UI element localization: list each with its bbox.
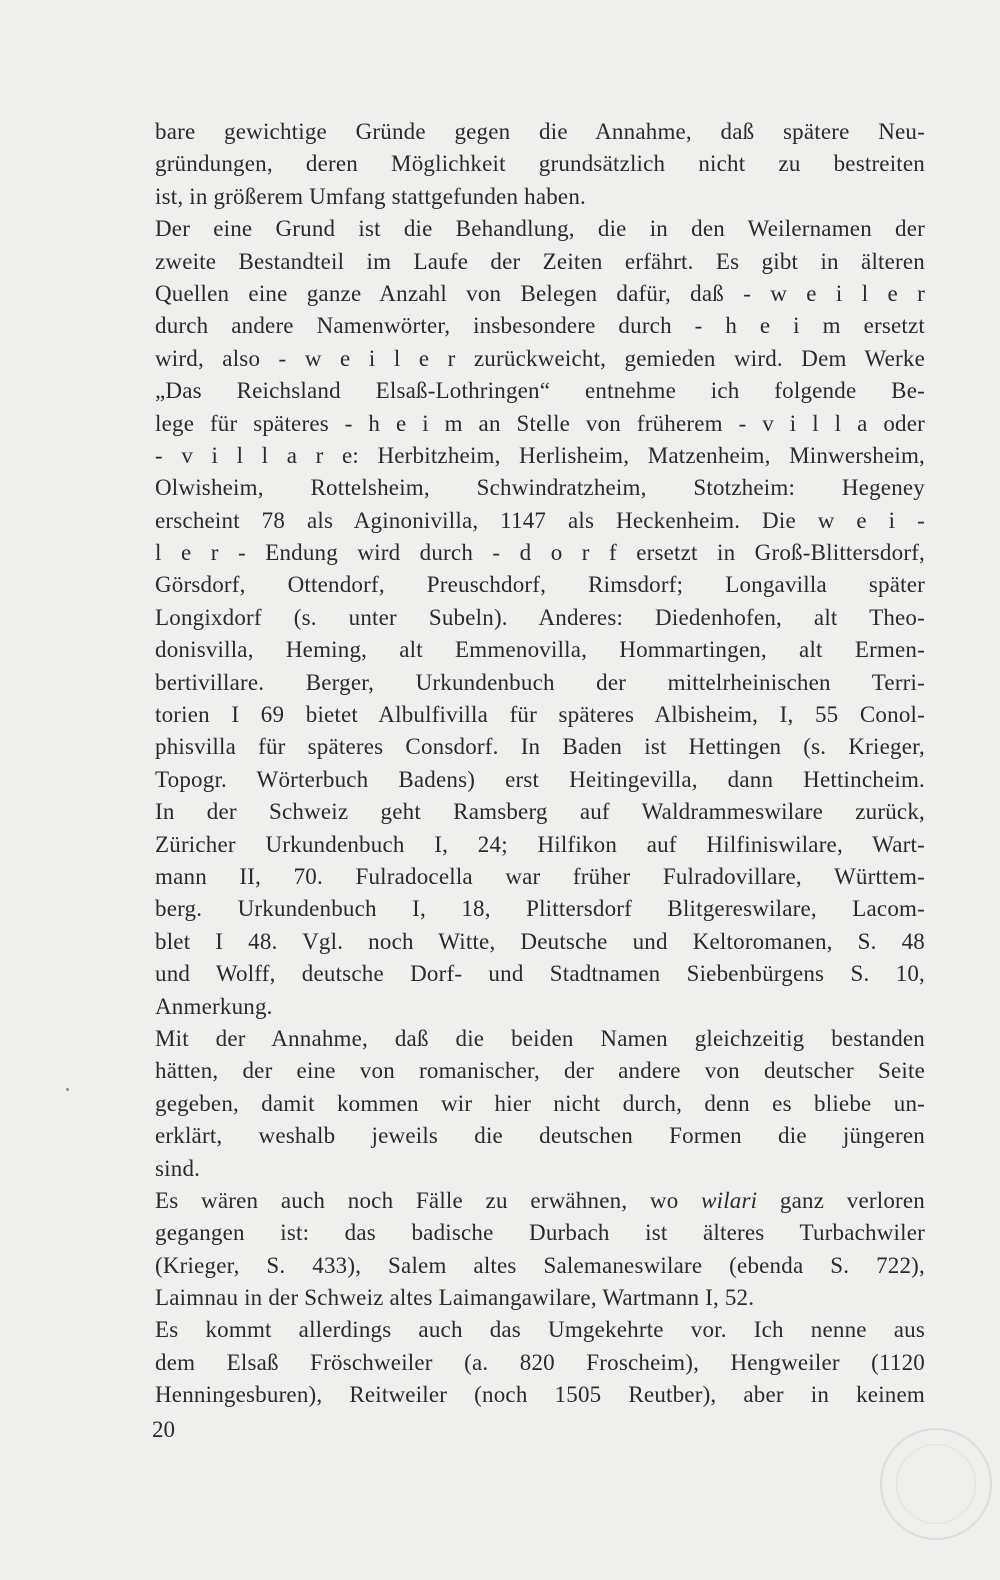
text-line: erscheint 78 als Aginonivilla, 1147 als Heckenheim. Die w e i -	[155, 507, 925, 533]
body-text	[155, 116, 925, 1412]
text-line: torien I 69 bietet Albulfivilla für späteres Albisheim, I, 55 Conol-	[155, 702, 925, 728]
page-number: 20	[152, 1417, 175, 1442]
text-line: In der Schweiz geht Ramsberg auf Waldrammeswilare zurück,	[155, 799, 925, 825]
text-line: und Wolff, deutsche Dorf- und Stadtnamen Siebenbürgens S. 10,	[155, 961, 925, 987]
text-line: Topogr. Wörterbuch Badens) erst Heitingevilla, dann Hettincheim.	[155, 766, 925, 792]
text-line: (Krieger, S. 433), Salem altes Salemaneswilare (ebenda S. 722),	[155, 1252, 925, 1278]
text-line: blet I 48. Vgl. noch Witte, Deutsche und Keltoromanen, S. 48	[155, 928, 925, 954]
text-line: l e r - Endung wird durch - d o r f ersetzt in Groß-Blittersdorf,	[155, 540, 925, 566]
text-line: Mit der Annahme, daß die beiden Namen gleichzeitig bestanden	[155, 1025, 925, 1051]
text-line: bare gewichtige Gründe gegen die Annahme, daß spätere Neu-	[155, 119, 925, 144]
text-line: mann II, 70. Fulradocella war früher Fulradovillare, Württem-	[155, 863, 925, 889]
text-line: gegeben, damit kommen wir hier nicht durch, denn es bliebe un-	[155, 1090, 925, 1116]
text-line: Olwisheim, Rottelsheim, Schwindratzheim, Stotzheim: Hegeney	[155, 475, 925, 501]
library-stamp-icon	[880, 1428, 992, 1540]
text-line: wird, also - w e i l e r zurückweicht, gemieden wird. Dem Werke	[155, 345, 925, 371]
text-line: zweite Bestandteil im Laufe der Zeiten erfährt. Es gibt in älteren	[155, 248, 925, 274]
text-line: Es wären auch noch Fälle zu erwähnen, wo wilari ganz verloren	[155, 1187, 925, 1213]
text-line: ist, in größerem Umfang stattgefunden haben.	[155, 183, 586, 209]
text-line: - v i l l a r e: Herbitzheim, Herlisheim, Matzenheim, Minwersheim,	[155, 442, 925, 468]
text-line: Anmerkung.	[155, 993, 273, 1019]
margin-dot	[66, 1088, 69, 1091]
text-line: dem Elsaß Fröschweiler (a. 820 Froscheim), Hengweiler (1120	[155, 1349, 925, 1375]
italic-term: wilari	[701, 1187, 758, 1213]
text-line: lege für späteres - h e i m an Stelle von früherem - v i l l a oder	[155, 410, 925, 436]
text-line: erklärt, weshalb jeweils die deutschen Formen die jüngeren	[155, 1123, 925, 1149]
text-line: gegangen ist: das badische Durbach ist älteres Turbachwiler	[155, 1220, 925, 1246]
text-line: sind.	[155, 1155, 201, 1181]
text-line: berg. Urkundenbuch I, 18, Plittersdorf Blitgereswilare, Lacom-	[155, 896, 925, 922]
text-line: Es kommt allerdings auch das Umgekehrte vor. Ich nenne aus	[155, 1317, 925, 1343]
text-line: Henningesburen), Reitweiler (noch 1505 Reutber), aber in keinem	[155, 1382, 925, 1408]
text-line: phisvilla für späteres Consdorf. In Baden ist Hettingen (s. Krieger,	[155, 734, 925, 760]
text-line: Quellen eine ganze Anzahl von Belegen dafür, daß - w e i l e r	[155, 280, 925, 306]
text-line: Görsdorf, Ottendorf, Preuschdorf, Rimsdorf; Longavilla später	[155, 572, 925, 598]
text-line: donisvilla, Heming, alt Emmenovilla, Hommartingen, alt Ermen-	[155, 637, 925, 663]
text-line: Laimnau in der Schweiz altes Laimangawilare, Wartmann I, 52.	[155, 1285, 755, 1311]
stamp-inner-ring	[896, 1444, 976, 1524]
text-line: Longixdorf (s. unter Subeln). Anderes: Diedenhofen, alt Theo-	[155, 604, 925, 630]
text-line: durch andere Namenwörter, insbesondere durch - h e i m ersetzt	[155, 313, 925, 339]
text-line: Der eine Grund ist die Behandlung, die in den Weilernamen der	[155, 216, 925, 242]
text-line: „Das Reichsland Elsaß-Lothringen“ entnehme ich folgende Be-	[155, 378, 925, 404]
text-line: gründungen, deren Möglichkeit grundsätzlich nicht zu bestreiten	[155, 151, 925, 177]
text-line: bertivillare. Berger, Urkundenbuch der mittelrheinischen Terri-	[155, 669, 925, 695]
text-line: Züricher Urkundenbuch I, 24; Hilfikon auf Hilfiniswilare, Wart-	[155, 831, 925, 857]
text-line: hätten, der eine von romanischer, der andere von deutscher Seite	[155, 1058, 925, 1084]
